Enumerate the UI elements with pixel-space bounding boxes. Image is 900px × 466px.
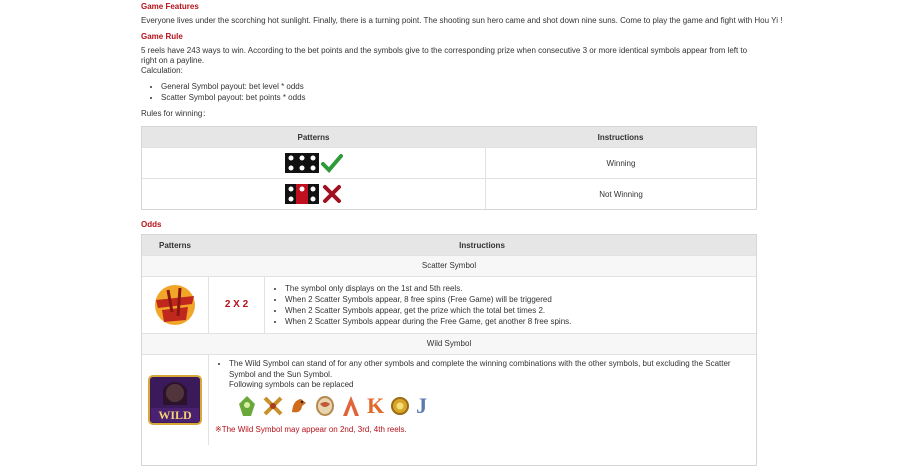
j-symbol-icon: J bbox=[416, 393, 428, 418]
scatter-count: 2 X 2 bbox=[209, 277, 265, 333]
list-item: • When 2 Scatter Symbols appear, 8 free spins (Free Game) will be triggered bbox=[285, 294, 756, 305]
bird-symbol-icon bbox=[289, 394, 309, 418]
replaceable-symbols bbox=[237, 393, 756, 419]
jade-symbol-icon bbox=[237, 394, 257, 418]
game-features-text: Everyone lives under the scorching hot sunlight. Finally, there is a turning point. The shooting sun hero came and shot down nine suns. Come to play the game and fight with Hou Yi ! bbox=[141, 16, 783, 25]
odds-title: Odds bbox=[141, 220, 162, 229]
check-icon bbox=[321, 153, 343, 173]
calculation-label: Calculation: bbox=[141, 66, 183, 75]
column-header: Patterns bbox=[297, 132, 330, 142]
wild-symbol-heading: Wild Symbol bbox=[142, 333, 756, 354]
crossbow-symbol-icon bbox=[263, 394, 283, 418]
cross-icon bbox=[321, 184, 343, 204]
scatter-icon bbox=[148, 282, 202, 328]
wild-icon bbox=[147, 375, 203, 425]
pattern-cell bbox=[142, 179, 486, 209]
table-row bbox=[142, 354, 756, 445]
pattern-grid-win-icon bbox=[285, 153, 319, 173]
game-rule-title: Game Rule bbox=[141, 32, 183, 41]
column-header: Instructions bbox=[597, 132, 644, 142]
table-row bbox=[142, 178, 756, 209]
column-header: Patterns bbox=[158, 240, 191, 250]
scatter-symbol-heading: Scatter Symbol bbox=[142, 255, 756, 276]
list-item: • When 2 Scatter Symbols appear during the Free Game, get another 8 free spins. bbox=[285, 316, 756, 327]
list-item: • The symbol only displays on the 1st and 5th reels. bbox=[285, 283, 756, 294]
list-item: • Scatter Symbol payout: bet points * odds bbox=[161, 92, 757, 103]
game-rule-text: 5 reels have 243 ways to win. According to the bet points and the symbols give to the corresponding prize when consecutive 3 or more identical symbols appear from left to right on a payline. bbox=[141, 46, 748, 65]
calculation-list bbox=[141, 81, 757, 103]
rules-table-header bbox=[142, 127, 756, 147]
rules-table bbox=[141, 126, 757, 210]
game-features-title: Game Features bbox=[141, 2, 199, 11]
wild-reel-note: ※The Wild Symbol may appear on 2nd, 3rd, 4th reels. bbox=[215, 425, 407, 434]
wild-instructions bbox=[209, 355, 756, 435]
instruction-cell: Winning bbox=[606, 158, 636, 168]
drum-symbol-icon bbox=[315, 394, 335, 418]
replace-label: Following symbols can be replaced bbox=[229, 380, 354, 389]
wild-symbol-image bbox=[142, 355, 209, 445]
list-item: • When 2 Scatter Symbols appear, get the prize which the total bet times 2. bbox=[285, 305, 756, 316]
odds-table-header bbox=[142, 235, 756, 255]
odds-table bbox=[141, 234, 757, 466]
wild-badge-text: WILD bbox=[158, 408, 192, 422]
list-item: • General Symbol payout: bet level * odds bbox=[161, 81, 757, 92]
rules-for-winning-label: Rules for winning： bbox=[141, 109, 211, 118]
pattern-grid-lose-icon bbox=[285, 184, 319, 204]
pattern-cell bbox=[142, 148, 486, 178]
instruction-cell: Not Winning bbox=[599, 189, 643, 199]
coin-symbol-icon bbox=[390, 394, 410, 418]
scatter-symbol-image bbox=[142, 277, 209, 333]
table-row bbox=[142, 147, 756, 178]
list-item: • The Wild Symbol can stand of for any other symbols and complete the winning combinations with the other symbols, but excluding the Scatter Symbol and the Sun Symbol. bbox=[229, 358, 756, 380]
a-symbol-icon bbox=[341, 394, 361, 418]
scatter-instructions bbox=[265, 283, 756, 327]
table-row bbox=[142, 276, 756, 333]
column-header: Instructions bbox=[459, 240, 505, 250]
k-symbol-icon: K bbox=[367, 393, 385, 418]
